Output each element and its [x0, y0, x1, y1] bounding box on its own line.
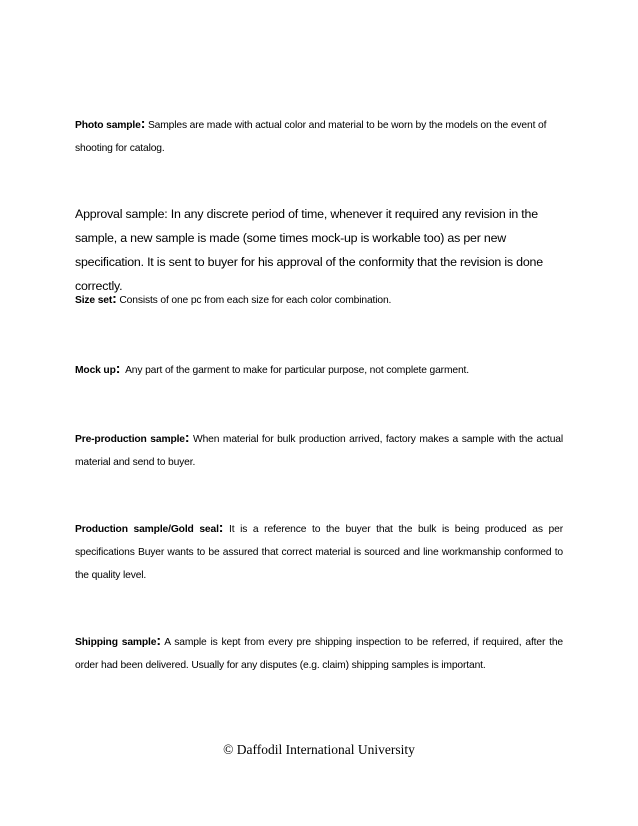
term-pre-production-sample: Pre-production sample: [75, 434, 185, 445]
term-colon: :: [156, 632, 161, 648]
paragraph-pre-production-sample: [75, 426, 563, 474]
definition-size-set: Consists of one pc from each size for each color combination.: [116, 295, 392, 306]
term-colon: :: [140, 115, 146, 131]
term-mock-up: Mock up: [75, 365, 116, 376]
definition-production-sample: It is a reference to the buyer that the bulk is being produced as per specifications Buyer wants to be assured that correct material is sourced and line workmanship conformed to the quality level.: [75, 524, 563, 581]
footer-copyright: © Daffodil International University: [223, 742, 415, 757]
term-colon: :: [112, 290, 117, 306]
term-size-set: Size set: [75, 295, 113, 306]
definition-photo-sample: Samples are made with actual color and material to be worn by the models on the event of shooting for catalog.: [75, 120, 547, 154]
paragraph-production-sample: [75, 516, 563, 587]
paragraph-shipping-sample: [75, 629, 563, 677]
definition-approval-sample: Approval sample: In any discrete period of time, whenever it required any revision in the sample, a new sample is made (some times mock-up is workable too) as per new specification. It is sent to buyer for his approval of the conformity that the revision is done correctly.: [75, 207, 543, 293]
paragraph-size-set: [75, 287, 563, 312]
term-production-sample: Production sample/Gold seal: [75, 524, 219, 535]
paragraph-approval-sample: [75, 202, 563, 298]
paragraph-photo-sample: [75, 112, 563, 160]
term-photo-sample: Photo sample: [75, 120, 141, 131]
term-colon: :: [115, 360, 121, 376]
term-shipping-sample: Shipping sample: [75, 637, 157, 648]
page-footer: [0, 741, 638, 759]
definition-shipping-sample: A sample is kept from every pre shipping inspection to be referred, if required, after the order had been delivered. Usually for any disputes (e.g. claim) shipping samples is important.: [75, 637, 563, 671]
definition-pre-production-sample: When material for bulk production arrived, factory makes a sample with the actual material and send to buyer.: [75, 434, 563, 468]
paragraph-mock-up: [75, 357, 563, 382]
term-colon: :: [218, 519, 224, 535]
definition-mock-up: Any part of the garment to make for particular purpose, not complete garment.: [120, 365, 469, 376]
term-colon: :: [184, 429, 190, 445]
